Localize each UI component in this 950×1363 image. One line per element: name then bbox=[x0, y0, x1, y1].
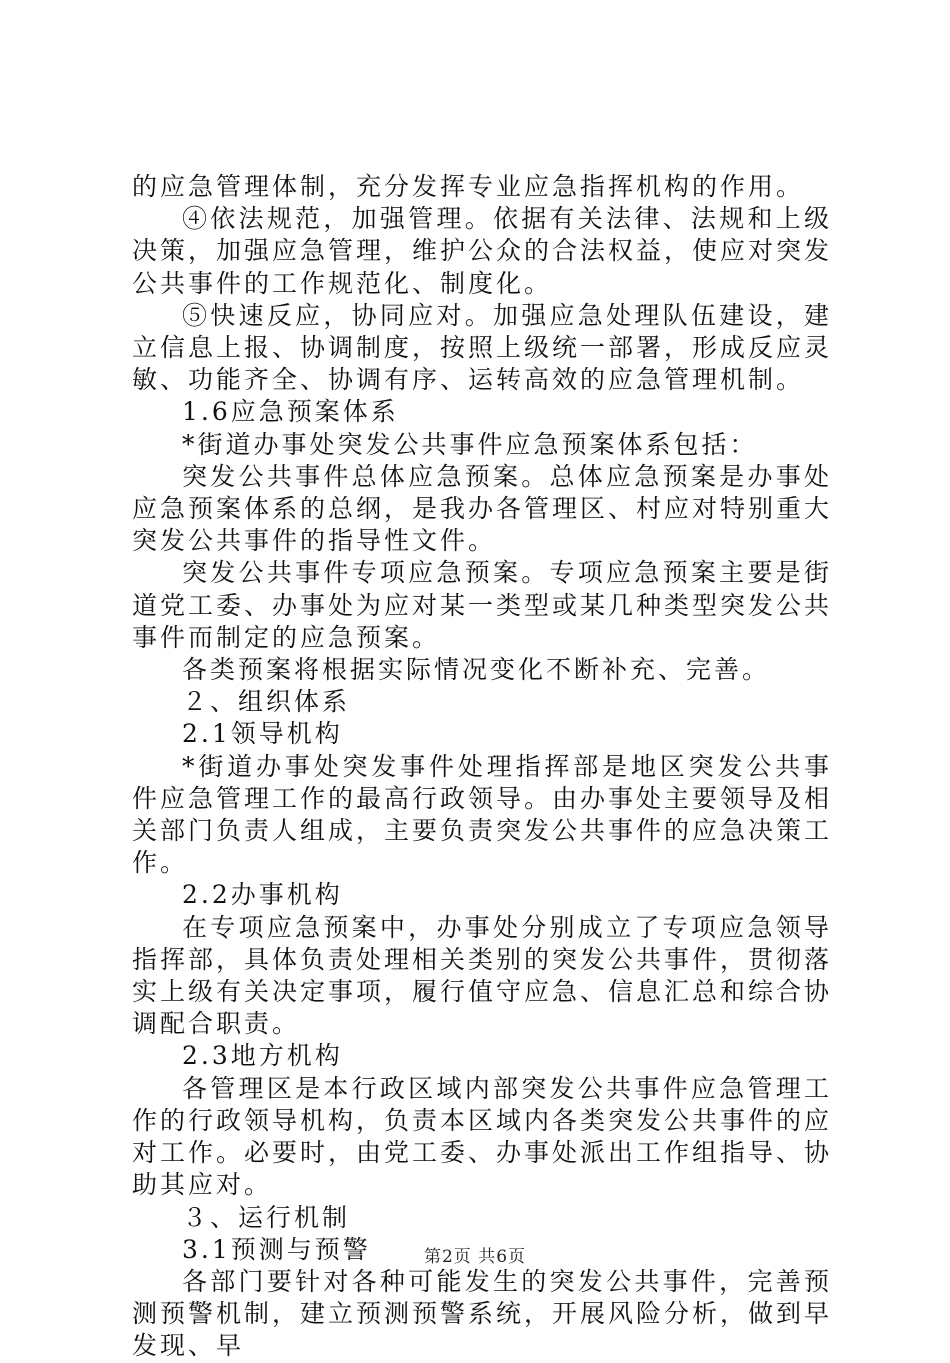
document-body bbox=[132, 171, 832, 1363]
page-number-footer: 第2页 共6页 bbox=[423, 1247, 527, 1267]
paragraph-office: 在专项应急预案中，办事处分别成立了专项应急领导指挥部，具体负责处理相关类别的突发公共事件，贯彻落实上级有关决定事项，履行值守应急、信息汇总和综合协调配合职责。 bbox=[132, 912, 833, 1039]
section-heading-2: ２、组织体系 bbox=[182, 687, 351, 717]
paragraph-plan-system-intro: *街道办事处突发公共事件应急预案体系包括： bbox=[182, 429, 758, 459]
section-heading-2-2: 2.2办事机构 bbox=[182, 880, 343, 910]
section-heading-2-3: 2.3地方机构 bbox=[182, 1041, 343, 1071]
paragraph-local-agency: 各管理区是本行政区域内部突发公共事件应急管理工作的行政领导机构，负责本区域内各类突发公共事件的应对工作。必要时，由党工委、办事处派出工作组指导、协助其应对。 bbox=[132, 1073, 833, 1200]
paragraph-plan-update: 各类预案将根据实际情况变化不断补充、完善。 bbox=[182, 655, 771, 685]
paragraph-overall-plan: 突发公共事件总体应急预案。总体应急预案是办事处应急预案体系的总纲，是我办各管理区、村应对特别重大突发公共事件的指导性文件。 bbox=[132, 461, 833, 556]
section-heading-2-1: 2.1领导机构 bbox=[182, 719, 343, 749]
paragraph-leadership: *街道办事处突发事件处理指挥部是地区突发公共事件应急管理工作的最高行政领导。由办事处主要领导及相关部门负责人组成，主要负责突发公共事件的应急决策工作。 bbox=[132, 751, 833, 878]
section-heading-1-6: 1.6应急预案体系 bbox=[182, 397, 399, 427]
paragraph-special-plan: 突发公共事件专项应急预案。专项应急预案主要是街道党工委、办事处为应对某一类型或某几种类型突发公共事件而制定的应急预案。 bbox=[132, 558, 833, 652]
paragraph-principle-5: ⑤快速反应，协同应对。加强应急处理队伍建设，建立信息上报、协调制度，按照上级统一部署，形成反应灵敏、功能齐全、协调有序、运转高效的应急管理机制。 bbox=[132, 300, 833, 395]
paragraph-principle-4: ④依法规范，加强管理。依据有关法律、法规和上级决策，加强应急管理，维护公众的合法权益，使应对突发公共事件的工作规范化、制度化。 bbox=[132, 204, 833, 298]
paragraph-forecast-warning: 各部门要针对各种可能发生的突发公共事件，完善预测预警机制，建立预测预警系统，开展风险分析，做到早发现、早 bbox=[132, 1266, 833, 1361]
section-heading-3-1: 3.1预测与预警 bbox=[182, 1234, 371, 1264]
paragraph-continuation: 的应急管理体制，充分发挥专业应急指挥机构的作用。 bbox=[132, 172, 805, 201]
section-heading-3: ３、运行机制 bbox=[182, 1202, 351, 1232]
